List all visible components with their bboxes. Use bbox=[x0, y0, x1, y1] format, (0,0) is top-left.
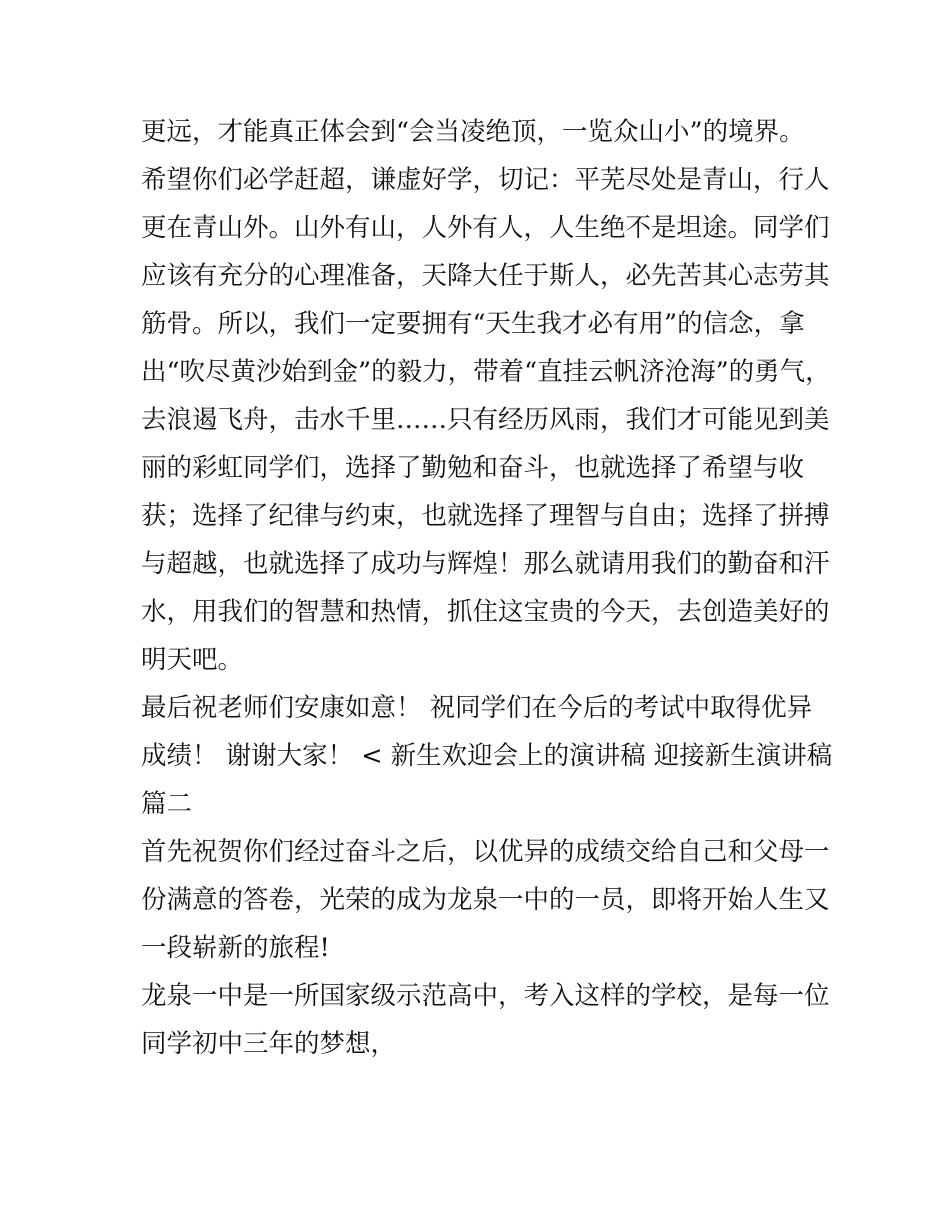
text-line: 一段崭新的旅程! bbox=[141, 933, 330, 963]
text-line: 首先祝贺你们经过奋斗之后，以优异的成绩交给自己和父母一 bbox=[141, 837, 830, 867]
text-line: 龙泉一中是一所国家级示范高中，考入这样的学校，是每一位 bbox=[141, 981, 830, 1011]
speech-text bbox=[141, 108, 833, 1068]
text-line: 获；选择了纪律与约束，也就选择了理智与自由；选择了拼搏 bbox=[141, 501, 830, 531]
text-line: 应该有充分的心理准备，天降大任于斯人，必先苦其心志劳其 bbox=[141, 261, 830, 291]
text-line: 同学初中三年的梦想， bbox=[141, 1029, 397, 1059]
text-line: 出“吹尽黄沙始到金”的毅力，带着“直挂云帆济沧海”的勇气， bbox=[141, 357, 831, 387]
text-line: 水，用我们的智慧和热情，抓住这宝贵的今天，去创造美好的 bbox=[141, 597, 830, 627]
text-line: 希望你们必学赶超，谦虚好学，切记：平芜尽处是青山，行人 bbox=[141, 165, 830, 195]
text-line: 份满意的答卷，光荣的成为龙泉一中的一员，即将开始人生又 bbox=[141, 885, 830, 915]
text-line: 明天吧。 bbox=[141, 645, 244, 675]
text-line: 更在青山外。山外有山，人外有人，人生绝不是坦途。同学们 bbox=[141, 213, 830, 243]
text-line: 丽的彩虹同学们，选择了勤勉和奋斗，也就选择了希望与收 bbox=[141, 453, 805, 483]
text-line: 最后祝老师们安康如意！ 祝同学们在今后的考试中取得优异 bbox=[141, 693, 813, 723]
text-line: 成绩！ 谢谢大家！ < 新生欢迎会上的演讲稿 迎接新生演讲稿 bbox=[141, 741, 833, 771]
text-line: 去浪遏飞舟，击水千里……只有经历风雨，我们才可能见到美 bbox=[141, 405, 830, 435]
text-line: 筋骨。所以，我们一定要拥有“天生我才必有用”的信念，拿 bbox=[141, 309, 805, 339]
text-line: 更远，才能真正体会到“会当凌绝顶，一览众山小”的境界。 bbox=[141, 117, 805, 147]
text-line: 与超越，也就选择了成功与辉煌！那么就请用我们的勤奋和汗 bbox=[141, 549, 830, 579]
section-heading: 篇二 bbox=[141, 789, 193, 819]
